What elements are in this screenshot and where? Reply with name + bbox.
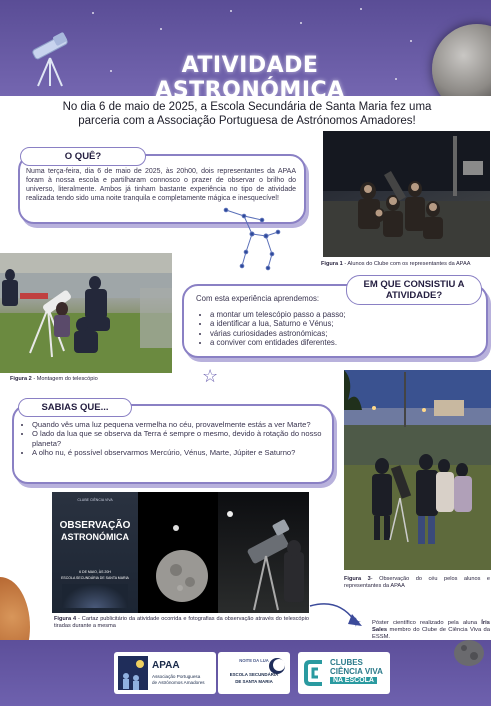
page-title: ATIVIDADE ASTRONÓMICA <box>155 53 345 96</box>
figure1-caption: Figura 1 - Alunos do Clube com os representantes da APAA <box>321 261 471 267</box>
telescope-photo <box>218 492 309 613</box>
constellation-icon <box>222 206 300 276</box>
list-item: • a montar um telescópio passo a passo; <box>210 310 470 319</box>
consistiu-title: EM QUE CONSISTIU A ATIVIDADE? <box>346 275 482 305</box>
ccv-logo: CLUBES CIÊNCIA VIVA NA ESCOLA <box>298 652 390 694</box>
list-item: • A olho nu, é possível observarmos Mercúrio, Vénus, Marte, Júpiter e Saturno? <box>32 448 342 457</box>
apaa-logo: APAA Associação Portuguesa de Astrónomos Amadores <box>114 652 216 694</box>
sabias-title: SABIAS QUE... <box>18 398 132 417</box>
figure4-caption: Figura 4 - Cartaz publicitário da atividade ocorrida e fotografias da observação através do telescópio tiradas durante a mesma <box>54 616 309 629</box>
poster-credit: Póster científico realizado pela aluna Íris Sales membro do Clube de Ciência Viva da ESSM. <box>372 620 490 640</box>
oque-title: O QUÊ? <box>20 147 146 166</box>
moon-illustration <box>432 24 491 96</box>
list-item: • a conviver com entidades diferentes. <box>210 338 470 347</box>
list-item: • a identificar a lua, Saturno e Vénus; <box>210 319 470 328</box>
consistiu-intro: Com esta experiência aprendemos: <box>196 294 320 303</box>
figure2-caption: Figura 2 - Montagem do telescópio <box>10 376 98 382</box>
list-item: • várias curiosidades astronómicas; <box>210 329 470 338</box>
oque-text: Numa terça-feira, dia 6 de maio de 2025, às 20h00, dois representantes da APAA foram à nossa escola e partilharam connosco o prazer de observar o brilho do universo, literalmente. Ambos já tinham bastante experiência no tipo de atividade realizada tendo sido uma noite tranquila e completamente mágica e inesquecível! <box>26 168 296 202</box>
moon-photo <box>138 492 218 613</box>
list-item: • O lado da lua que se observa da Terra é sempre o mesmo, devido à rotação do nosso planeta? <box>32 429 342 448</box>
facts-list <box>20 420 342 458</box>
figure3-caption: Figura 3- Observação do céu pelos alunos e representantes da APAA <box>344 576 490 589</box>
star-icon: ✦ <box>350 614 362 630</box>
photo-telescope-setup <box>0 253 172 373</box>
star-outline-icon: ☆ <box>202 366 219 386</box>
event-poster-card: CLUBE CIÊNCIA VIVA OBSERVAÇÃO ASTRONÓMICA 6 DE MAIO, ÀS 20H ESCOLA SECUNDÁRIA DE SANTA MARIA <box>52 492 138 613</box>
intro-text: No dia 6 de maio de 2025, a Escola Secundária de Santa Maria fez uma parceria com a Associação Portuguesa de Astrónomos Amadores! <box>62 101 432 127</box>
telescope-icon <box>30 28 70 88</box>
essm-logo: NOITE DA LUA ESCOLA SECUNDÁRIA DE SANTA MARIA <box>218 652 290 694</box>
list-item: • Quando vês uma luz pequena vermelha no céu, provavelmente estás a ver Marte? <box>32 420 342 429</box>
learned-list <box>198 310 470 348</box>
photo-club-group <box>323 131 490 257</box>
asteroid-illustration <box>452 636 486 670</box>
header-banner <box>0 0 491 96</box>
photo-sky-observation <box>344 370 491 570</box>
